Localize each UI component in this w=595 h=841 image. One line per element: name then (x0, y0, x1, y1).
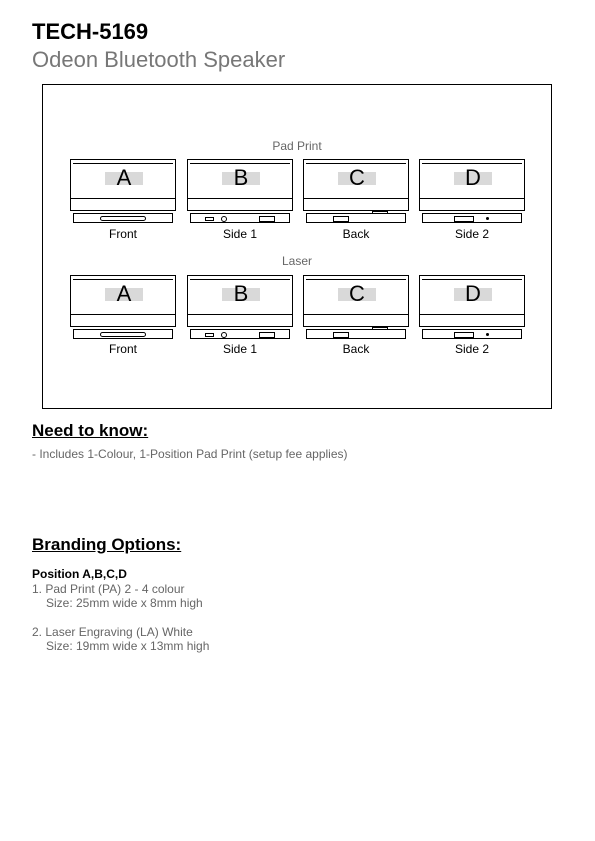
branding-option-pad-print (32, 582, 203, 610)
section-label-laser: Laser (281, 254, 313, 268)
print-area-c: C (338, 172, 376, 185)
view-label-front: Front (108, 342, 137, 356)
speaker-side2-view (419, 159, 525, 225)
print-area-b: B (222, 172, 260, 185)
option-title: 1. Pad Print (PA) 2 - 4 colour (32, 582, 185, 596)
engrave-area-c: C (338, 288, 376, 301)
branding-diagram (42, 84, 552, 409)
speaker-front-view (70, 159, 176, 225)
option-size: Size: 19mm wide x 13mm high (46, 639, 210, 653)
engrave-area-a: A (105, 288, 143, 301)
view-label-back: Back (342, 227, 370, 241)
section-label-pad-print: Pad Print (272, 139, 322, 153)
view-label-side-2: Side 2 (454, 342, 490, 356)
option-size: Size: 25mm wide x 8mm high (46, 596, 203, 610)
engrave-area-d: D (454, 288, 492, 301)
speaker-back-view (303, 275, 409, 341)
view-label-back: Back (342, 342, 370, 356)
branding-option-laser (32, 625, 209, 653)
position-title: Position A,B,C,D (32, 567, 127, 581)
speaker-side1-view (187, 159, 293, 225)
branding-options-heading: Branding Options: (32, 535, 182, 554)
speaker-side2-view (419, 275, 525, 341)
print-area-a: A (105, 172, 143, 185)
speaker-front-view (70, 275, 176, 341)
view-label-side-1: Side 1 (222, 342, 258, 356)
view-label-front: Front (108, 227, 137, 241)
product-code: TECH-5169 (32, 19, 149, 44)
engrave-area-b: B (222, 288, 260, 301)
speaker-back-view (303, 159, 409, 225)
print-area-d: D (454, 172, 492, 185)
view-label-side-2: Side 2 (454, 227, 490, 241)
product-name: Odeon Bluetooth Speaker (32, 47, 286, 72)
need-to-know-item: - Includes 1-Colour, 1-Position Pad Print (setup fee applies) (32, 447, 348, 461)
need-to-know-heading: Need to know: (32, 421, 149, 440)
option-title: 2. Laser Engraving (LA) White (32, 625, 193, 639)
speaker-side1-view (187, 275, 293, 341)
view-label-side-1: Side 1 (222, 227, 258, 241)
